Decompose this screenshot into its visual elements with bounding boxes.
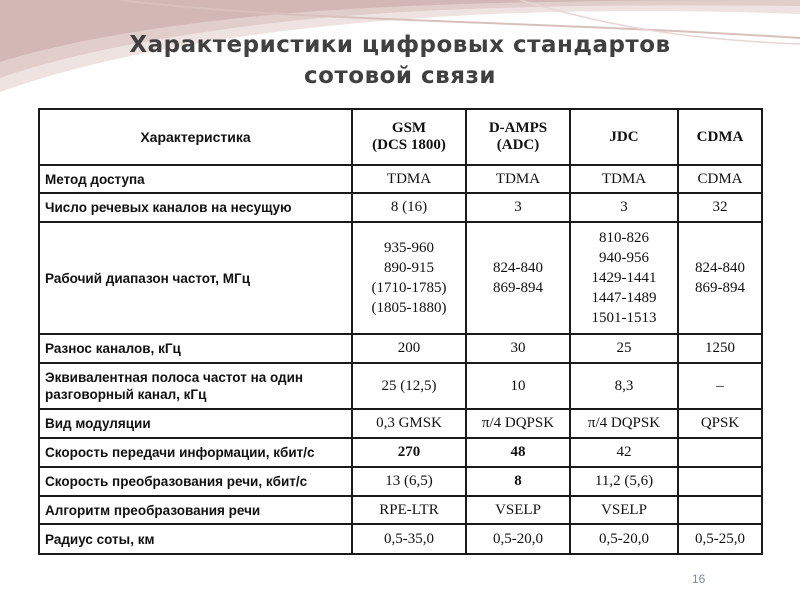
cell-gsm: 200 [352,334,466,363]
cell-cdma: – [678,363,762,409]
cell-damps: 0,5-20,0 [466,524,570,554]
cell-cdma [678,438,762,467]
cell-gsm: 13 (6,5) [352,467,466,496]
table-row [39,467,762,496]
page-number: 16 [692,572,706,586]
cell-damps: 10 [466,363,570,409]
table-row [39,222,762,334]
cell-damps: 3 [466,193,570,222]
cell-jdc: 810-826 940-956 1429-1441 1447-1489 1501-1513 [570,222,678,334]
cell-cdma: 0,5-25,0 [678,524,762,554]
cell-damps: 30 [466,334,570,363]
cell-jdc: 25 [570,334,678,363]
row-label: Эквивалентная полоса частот на один разговорный канал, кГц [39,363,352,409]
table-row [39,334,762,363]
row-label: Число речевых каналов на несущую [39,193,352,222]
row-label: Скорость передачи информации, кбит/с [39,438,352,467]
cell-gsm: 270 [352,438,466,467]
row-label: Алгоритм преобразования речи [39,496,352,524]
header-cdma: CDMA [678,109,762,165]
table-row [39,363,762,409]
cell-jdc: VSELP [570,496,678,524]
row-label: Вид модуляции [39,409,352,438]
cell-damps: 8 [466,467,570,496]
cell-jdc: 3 [570,193,678,222]
cell-cdma: 32 [678,193,762,222]
header-damps: D-AMPS (ADC) [466,109,570,165]
cell-cdma: 824-840 869-894 [678,222,762,334]
row-label: Радиус соты, км [39,524,352,554]
cell-gsm: TDMA [352,165,466,193]
header-gsm: GSM (DCS 1800) [352,109,466,165]
standards-table [38,108,763,555]
row-label: Метод доступа [39,165,352,193]
cell-gsm: RPE-LTR [352,496,466,524]
table-row [39,165,762,193]
cell-jdc: 11,2 (5,6) [570,467,678,496]
title-line-1: Характеристики цифровых стандартов [129,32,671,58]
cell-cdma [678,496,762,524]
cell-jdc: 8,3 [570,363,678,409]
header-characteristic: Характеристика [39,109,352,165]
cell-damps: VSELP [466,496,570,524]
row-label: Рабочий диапазон частот, МГц [39,222,352,334]
cell-gsm: 0,3 GMSK [352,409,466,438]
table-row [39,496,762,524]
table-row [39,438,762,467]
header-row [39,109,762,165]
table-row [39,524,762,554]
cell-jdc: TDMA [570,165,678,193]
header-jdc: JDC [570,109,678,165]
title-line-2: сотовой связи [304,63,496,89]
cell-damps: 824-840 869-894 [466,222,570,334]
cell-cdma: CDMA [678,165,762,193]
cell-cdma [678,467,762,496]
table-row [39,193,762,222]
cell-cdma: 1250 [678,334,762,363]
cell-damps: 48 [466,438,570,467]
cell-gsm: 8 (16) [352,193,466,222]
cell-cdma: QPSK [678,409,762,438]
row-label: Скорость преобразования речи, кбит/с [39,467,352,496]
cell-jdc: 42 [570,438,678,467]
row-label: Разнос каналов, кГц [39,334,352,363]
cell-gsm: 0,5-35,0 [352,524,466,554]
slide-title [0,30,800,92]
table-row [39,409,762,438]
cell-gsm: 935-960 890-915 (1710-1785) (1805-1880) [352,222,466,334]
cell-damps: TDMA [466,165,570,193]
cell-gsm: 25 (12,5) [352,363,466,409]
cell-damps: π/4 DQPSK [466,409,570,438]
cell-jdc: 0,5-20,0 [570,524,678,554]
cell-jdc: π/4 DQPSK [570,409,678,438]
